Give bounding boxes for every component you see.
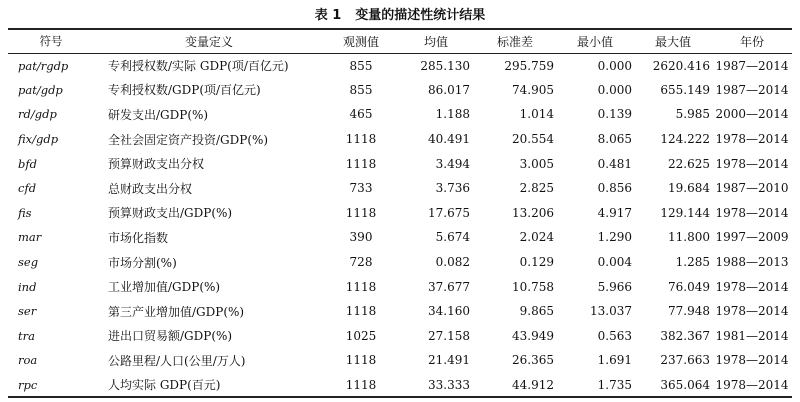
cell-std-dev: 2.825 bbox=[519, 181, 554, 196]
header-std-dev: 标准差 bbox=[474, 29, 556, 53]
cell-observations: 733 bbox=[349, 181, 373, 196]
cell-symbol: ind bbox=[18, 279, 37, 294]
header-observations: 观测值 bbox=[324, 29, 398, 53]
statistics-table bbox=[8, 28, 792, 398]
cell-mean: 86.017 bbox=[428, 82, 470, 97]
cell-observations: 1118 bbox=[345, 304, 377, 319]
cell-definition: 总财政支出分权 bbox=[108, 181, 193, 196]
table-row bbox=[8, 373, 792, 398]
cell-max: 2620.416 bbox=[652, 58, 710, 73]
cell-mean: 0.082 bbox=[435, 255, 470, 270]
cell-std-dev: 295.759 bbox=[504, 58, 554, 73]
cell-observations: 855 bbox=[349, 58, 373, 73]
cell-observations: 728 bbox=[349, 255, 373, 270]
cell-min: 0.004 bbox=[597, 255, 632, 270]
table-body bbox=[8, 53, 792, 397]
table-row bbox=[8, 201, 792, 226]
cell-min: 13.037 bbox=[590, 304, 632, 319]
header-min: 最小值 bbox=[556, 29, 634, 53]
cell-max: 382.367 bbox=[660, 328, 710, 343]
cell-mean: 37.677 bbox=[428, 279, 470, 294]
cell-definition: 市场分割(%) bbox=[108, 255, 177, 270]
cell-std-dev: 2.024 bbox=[519, 230, 554, 245]
cell-definition: 第三产业增加值/GDP(%) bbox=[108, 304, 245, 319]
cell-years: 1978—2014 bbox=[715, 279, 789, 294]
cell-symbol: tra bbox=[18, 328, 35, 343]
cell-mean: 27.158 bbox=[428, 328, 470, 343]
cell-observations: 1118 bbox=[345, 353, 377, 368]
header-mean: 均值 bbox=[398, 29, 474, 53]
cell-mean: 33.333 bbox=[398, 373, 474, 398]
table-row bbox=[8, 53, 792, 78]
cell-years: 1978—2014 bbox=[715, 156, 789, 171]
cell-definition: 工业增加值/GDP(%) bbox=[108, 280, 221, 295]
cell-symbol: fis bbox=[18, 205, 32, 220]
cell-max: 124.222 bbox=[660, 132, 710, 147]
cell-years: 1997—2009 bbox=[715, 230, 789, 245]
cell-years: 1978—2014 bbox=[715, 205, 789, 220]
table-title: 变量的描述性统计结果 bbox=[355, 8, 486, 23]
table-row bbox=[8, 151, 792, 176]
cell-min: 0.139 bbox=[597, 107, 632, 122]
cell-max: 1.285 bbox=[675, 255, 710, 270]
table-row bbox=[8, 348, 792, 373]
cell-std-dev: 0.129 bbox=[519, 255, 554, 270]
cell-years: 1978—2014 bbox=[715, 304, 789, 319]
cell-min: 0.563 bbox=[597, 328, 632, 343]
header-symbol: 符号 bbox=[8, 29, 94, 53]
cell-mean: 5.674 bbox=[435, 230, 470, 245]
table-row bbox=[8, 102, 792, 127]
cell-mean: 1.188 bbox=[435, 107, 470, 122]
cell-observations: 1118 bbox=[345, 205, 377, 220]
cell-max: 77.948 bbox=[668, 304, 710, 319]
header-years: 年份 bbox=[712, 29, 792, 53]
cell-symbol: pat/rgdp bbox=[18, 58, 69, 73]
cell-min: 0.856 bbox=[597, 181, 632, 196]
cell-years: 1978—2014 bbox=[715, 132, 789, 147]
cell-mean: 3.494 bbox=[435, 156, 470, 171]
cell-symbol: ser bbox=[18, 304, 37, 319]
table-row bbox=[8, 225, 792, 250]
cell-observations: 1118 bbox=[345, 156, 377, 171]
cell-std-dev: 74.905 bbox=[512, 82, 554, 97]
cell-definition: 预算财政支出分权 bbox=[108, 157, 205, 172]
table-row bbox=[8, 250, 792, 275]
cell-min: 1.735 bbox=[556, 373, 634, 398]
cell-std-dev: 43.949 bbox=[512, 328, 554, 343]
table-row bbox=[8, 127, 792, 152]
cell-max: 19.684 bbox=[668, 181, 710, 196]
cell-definition: 研发支出/GDP(%) bbox=[108, 107, 209, 122]
cell-std-dev: 3.005 bbox=[519, 156, 554, 171]
table-number: 表 1 bbox=[314, 8, 342, 23]
cell-years: 2000—2014 bbox=[715, 107, 789, 122]
cell-observations: 1118 bbox=[345, 132, 377, 147]
cell-definition: 市场化指数 bbox=[108, 230, 169, 245]
cell-min: 4.917 bbox=[597, 205, 632, 220]
cell-max: 76.049 bbox=[668, 279, 710, 294]
table-row bbox=[8, 274, 792, 299]
cell-years: 1987—2014 bbox=[715, 58, 789, 73]
table-row bbox=[8, 299, 792, 324]
cell-observations: 1118 bbox=[324, 373, 398, 398]
cell-min: 1.691 bbox=[597, 353, 632, 368]
cell-observations: 1025 bbox=[345, 328, 377, 343]
cell-max: 655.149 bbox=[660, 82, 710, 97]
header-max: 最大值 bbox=[634, 29, 712, 53]
cell-observations: 855 bbox=[349, 82, 373, 97]
cell-observations: 465 bbox=[349, 107, 373, 122]
cell-years: 1978—2014 bbox=[712, 373, 792, 398]
cell-std-dev: 26.365 bbox=[512, 353, 554, 368]
cell-definition: 进出口贸易额/GDP(%) bbox=[108, 329, 233, 344]
cell-max: 11.800 bbox=[668, 230, 710, 245]
cell-min: 1.290 bbox=[597, 230, 632, 245]
cell-years: 1981—2014 bbox=[715, 328, 789, 343]
cell-definition: 预算财政支出/GDP(%) bbox=[108, 206, 233, 221]
cell-max: 237.663 bbox=[660, 353, 710, 368]
cell-mean: 21.491 bbox=[428, 353, 470, 368]
cell-symbol: bfd bbox=[18, 156, 37, 171]
cell-definition: 全社会固定资产投资/GDP(%) bbox=[108, 132, 269, 147]
cell-max: 365.064 bbox=[634, 373, 712, 398]
header-row bbox=[8, 29, 792, 53]
cell-definition: 专利授权数/实际 GDP(项/百亿元) bbox=[108, 59, 289, 74]
cell-min: 8.065 bbox=[597, 132, 632, 147]
cell-mean: 34.160 bbox=[428, 304, 470, 319]
cell-std-dev: 1.014 bbox=[519, 107, 554, 122]
cell-symbol: rpc bbox=[8, 373, 94, 398]
cell-symbol: pat/gdp bbox=[18, 82, 63, 97]
table-row bbox=[8, 324, 792, 349]
cell-std-dev: 10.758 bbox=[512, 279, 554, 294]
cell-symbol: cfd bbox=[18, 181, 37, 196]
cell-std-dev: 44.912 bbox=[474, 373, 556, 398]
cell-years: 1978—2014 bbox=[715, 353, 789, 368]
cell-min: 0.000 bbox=[597, 58, 632, 73]
header-definition: 变量定义 bbox=[94, 29, 324, 53]
cell-symbol: seg bbox=[18, 255, 39, 270]
cell-max: 5.985 bbox=[675, 107, 710, 122]
cell-max: 22.625 bbox=[668, 156, 710, 171]
cell-definition: 公路里程/人口(公里/万人) bbox=[108, 353, 246, 368]
table-caption bbox=[0, 4, 800, 23]
table-row bbox=[8, 176, 792, 201]
cell-mean: 285.130 bbox=[420, 58, 470, 73]
cell-min: 0.000 bbox=[597, 82, 632, 97]
cell-mean: 17.675 bbox=[428, 205, 470, 220]
cell-symbol: fix/gdp bbox=[18, 132, 59, 147]
cell-years: 1987—2014 bbox=[715, 82, 789, 97]
cell-std-dev: 9.865 bbox=[519, 304, 554, 319]
table-row bbox=[8, 78, 792, 103]
cell-observations: 1118 bbox=[345, 279, 377, 294]
cell-definition: 人均实际 GDP(百元) bbox=[94, 373, 324, 398]
cell-min: 0.481 bbox=[597, 156, 632, 171]
cell-definition: 专利授权数/GDP(项/百亿元) bbox=[108, 83, 261, 98]
cell-years: 1987—2010 bbox=[715, 181, 789, 196]
cell-mean: 40.491 bbox=[428, 132, 470, 147]
cell-std-dev: 13.206 bbox=[512, 205, 554, 220]
cell-symbol: roa bbox=[18, 353, 38, 368]
cell-max: 129.144 bbox=[660, 205, 710, 220]
cell-min: 5.966 bbox=[597, 279, 632, 294]
cell-years: 1988—2013 bbox=[715, 255, 789, 270]
cell-std-dev: 20.554 bbox=[512, 132, 554, 147]
cell-symbol: rd/gdp bbox=[18, 107, 57, 122]
cell-mean: 3.736 bbox=[435, 181, 470, 196]
cell-observations: 390 bbox=[349, 230, 373, 245]
cell-symbol: mar bbox=[18, 230, 42, 245]
